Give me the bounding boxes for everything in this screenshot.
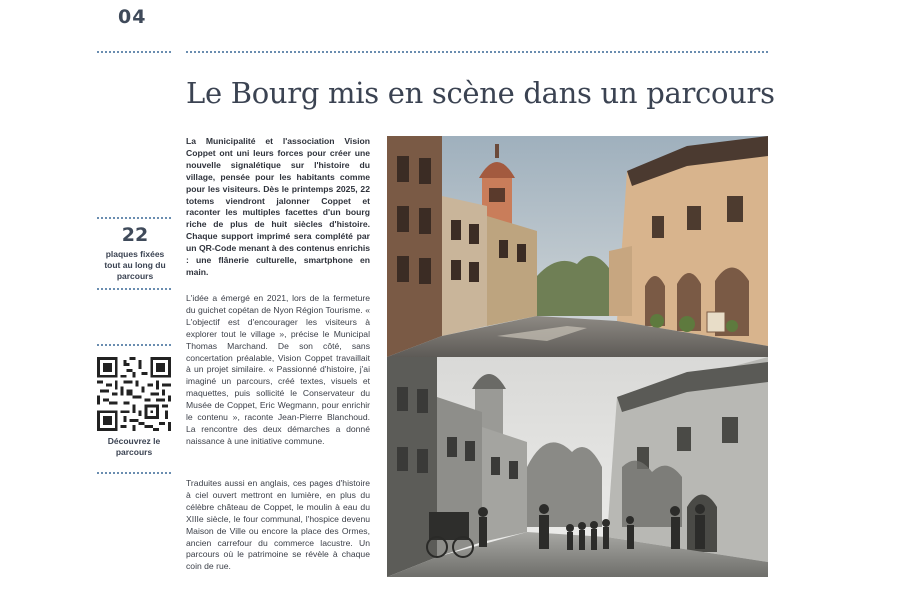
page-number: 04 bbox=[118, 6, 147, 28]
article-paragraph-2: L'idée a émergé en 2021, lors de la fermeture du guichet copétan de Nyon Région Tourisme. « L'objectif est d'encourager les visiteurs à explorer tout le village », précise le Municipal Thomas Marchand. De son côté, sans concertation préalable, Vision Coppet travaillait à un projet similaire. « Passionné d'histoire, j'ai imaginé un parcours, créé textes, visuels et maquettes, puis sollicité le Conservateur du Musée de Coppet, Eric Wegmann, pour enrichir le contenu », raconte Jean-Pierre Blanchoud. La rencontre des deux démarches a donné naissance à une initiative commune. bbox=[186, 293, 370, 446]
article-lead: La Municipalité et l'association Vision Coppet ont uni leurs forces pour créer une nouvelle signalétique sur l'histoire du village, pensée pour les habitants comme pour les visiteurs. Dès le printemps 2025, 22 totems viendront jalonner Coppet et raconter les multiples facettes d'un bourg riche de plus de huit siècles d'histoire. Chaque support imprimé sera complété par un QR-Code menant à des contenus enrichis : une flânerie culturelle, smartphone en main. bbox=[186, 136, 370, 277]
qr-top-rule bbox=[97, 344, 171, 346]
stat-bottom-rule bbox=[97, 288, 171, 290]
article-title: Le Bourg mis en scène dans un parcours bbox=[186, 76, 775, 110]
stat-top-rule bbox=[97, 217, 171, 219]
qr-code[interactable] bbox=[97, 357, 171, 431]
qr-bottom-rule bbox=[97, 472, 171, 474]
sidebar-stat bbox=[97, 224, 173, 282]
stat-caption: plaques fixées tout au long du parcours bbox=[104, 249, 166, 281]
top-dotted-rule-wide bbox=[186, 51, 768, 53]
photo-bourg-color bbox=[387, 136, 768, 357]
top-dotted-rule bbox=[97, 51, 171, 53]
stat-number: 22 bbox=[121, 224, 149, 246]
photo-bourg-historical bbox=[387, 357, 768, 577]
article-paragraph-3: Traduites aussi en anglais, ces pages d'histoire à ciel ouvert mettront en lumière, en plus du célèbre château de Coppet, le moulin à eau du XIIIe siècle, le four communal, l'hospice devenu Maison de Ville ou encore la place des Ormes, ancien carrefour du commerce lacustre. Un parcours où le patrimoine se révèle à chaque coin de rue. bbox=[186, 478, 370, 572]
qr-caption: Découvrez le parcours bbox=[107, 436, 161, 457]
